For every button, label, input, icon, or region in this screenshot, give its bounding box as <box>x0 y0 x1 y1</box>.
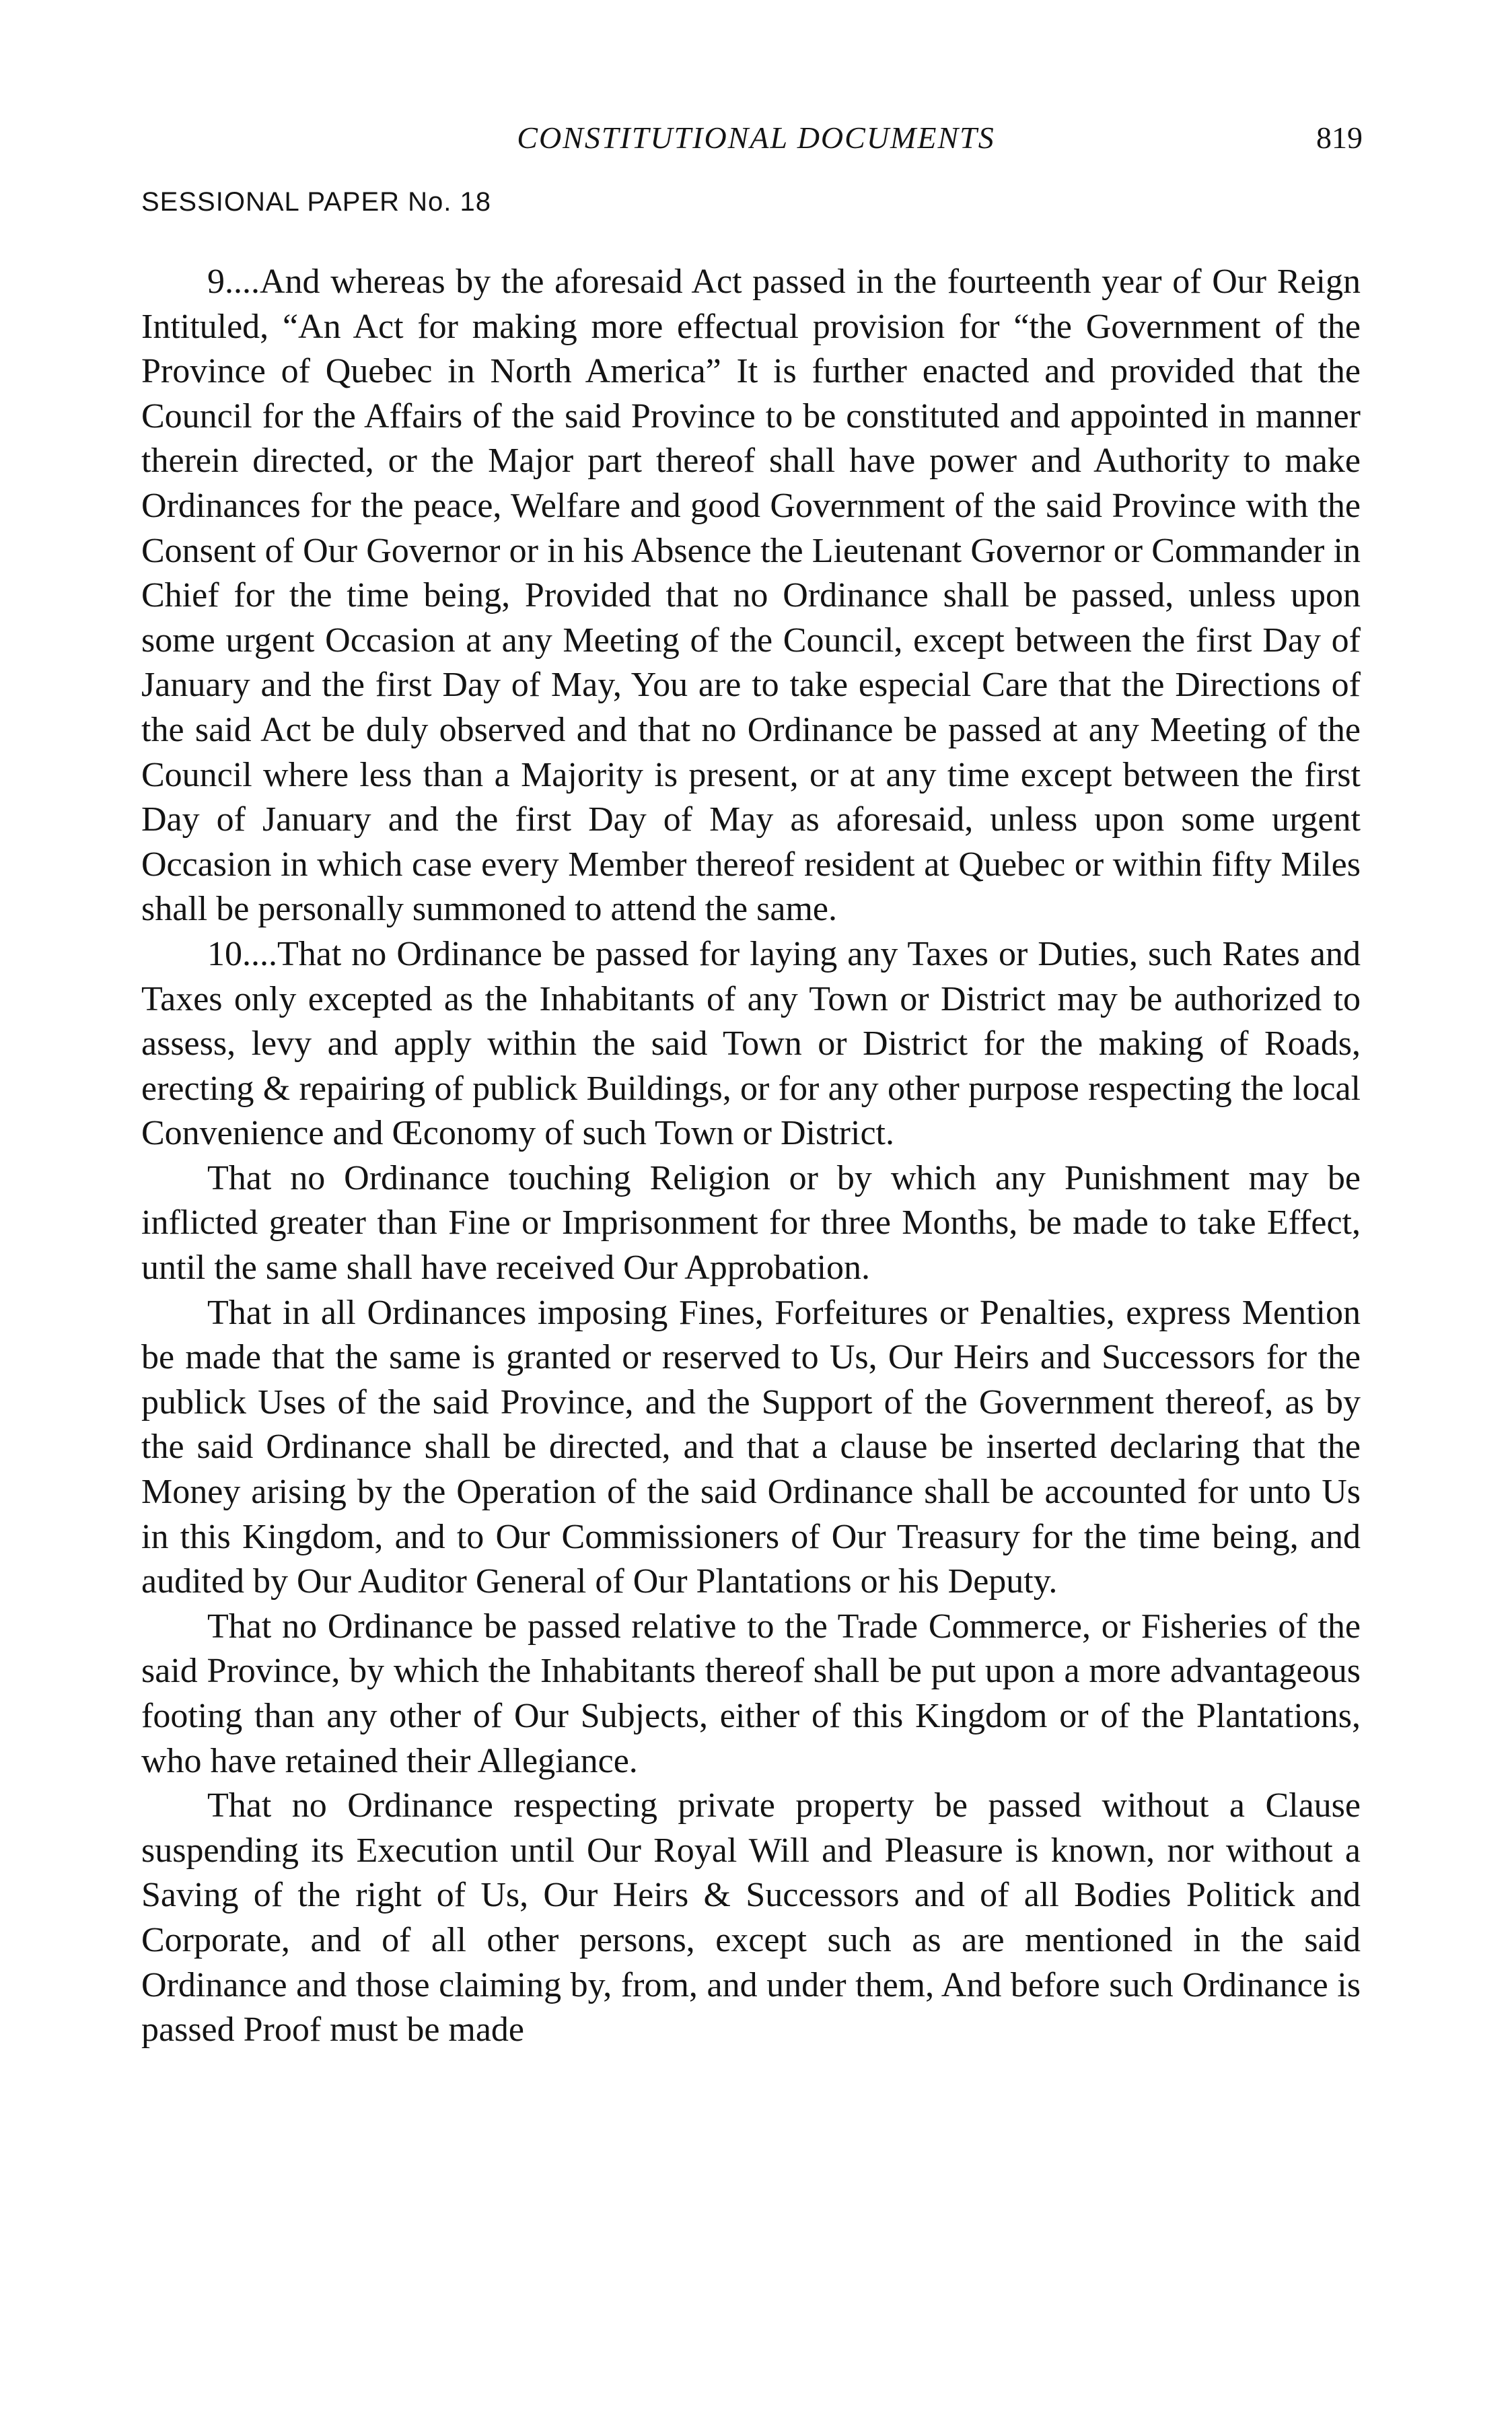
sessional-paper-label: SESSIONAL PAPER No. 18 <box>141 187 491 217</box>
paragraph-9: 9....And whereas by the aforesaid Act passed in the fourteenth year of Our Reign Intituled, “An Act for making more effectual provision for “the Government of the Province of Quebec in North America” It is further enacted and provided that the Council for the Affairs of the said Province to be constituted and appointed in manner therein directed, or the Major part thereof shall have power and Authority to make Ordinances for the peace, Welfare and good Government of the said Province with the Consent of Our Governor or in his Absence the Lieutenant Governor or Commander in Chief for the time being, Provided that no Ordinance shall be passed, unless upon some urgent Occasion at any Meeting of the Council, except between the first Day of January and the first Day of May, You are to take especial Care that the Directions of the said Act be duly observed and that no Ordinance be passed at any Meeting of the Council where less than a Majority is present, or at any time except between the first Day of January and the first Day of May as aforesaid, unless upon some urgent Occasion in which case every Member thereof resident at Quebec or within fifty Miles shall be personally summoned to attend the same. <box>141 262 1361 929</box>
paragraph-religion: That no Ordinance touching Religion or by which any Punishment may be inflicted greater than Fine or Imprisonment for three Months, be made to take Effect, until the same shall have received Our Approbation. <box>141 1158 1361 1288</box>
running-head <box>141 120 1371 167</box>
body-text <box>141 260 1361 2053</box>
page-number: 819 <box>1316 120 1363 155</box>
paragraph-trade: That no Ordinance be passed relative to the Trade Commerce, or Fisheries of the said Province, by which the Inhabitants thereof shall be put upon a more advantageous footing than any other of Our Subjects, either of this Kingdom or of the Plantations, who have retained their Allegiance. <box>141 1607 1361 1780</box>
paragraph-10: 10....That no Ordinance be passed for laying any Taxes or Duties, such Rates and Taxes only excepted as the Inhabitants of any Town or District may be authorized to assess, levy and apply within the said Town or District for the making of Roads, erecting & repairing of publick Buildings, or for any other purpose respecting the local Convenience and Œconomy of such Town or District. <box>141 934 1361 1153</box>
paragraph-property: That no Ordinance respecting private property be passed without a Clause suspending its Execution until Our Royal Will and Pleasure is known, nor without a Saving of the right of Us, Our Heirs & Successors and of all Bodies Politick and Corporate, and of all other persons, except such as are mentioned in the said Ordinance and those claiming by, from, and under them, And before such Ordinance is passed Proof must be made <box>141 1786 1361 2049</box>
running-title: CONSTITUTIONAL DOCUMENTS <box>517 120 995 155</box>
paragraph-fines: That in all Ordinances imposing Fines, Forfeitures or Penalties, express Mention be made that the same is granted or reserved to Us, Our Heirs and Successors for the publick Uses of the said Province, and the Support of the Government thereof, as by the said Ordinance shall be directed, and that a clause be inserted declaring that the Money arising by the Operation of the said Ordinance shall be accounted for unto Us in this Kingdom, and to Our Commissioners of Our Treasury for the time being, and audited by Our Auditor General of Our Plantations or his Deputy. <box>141 1293 1361 1601</box>
